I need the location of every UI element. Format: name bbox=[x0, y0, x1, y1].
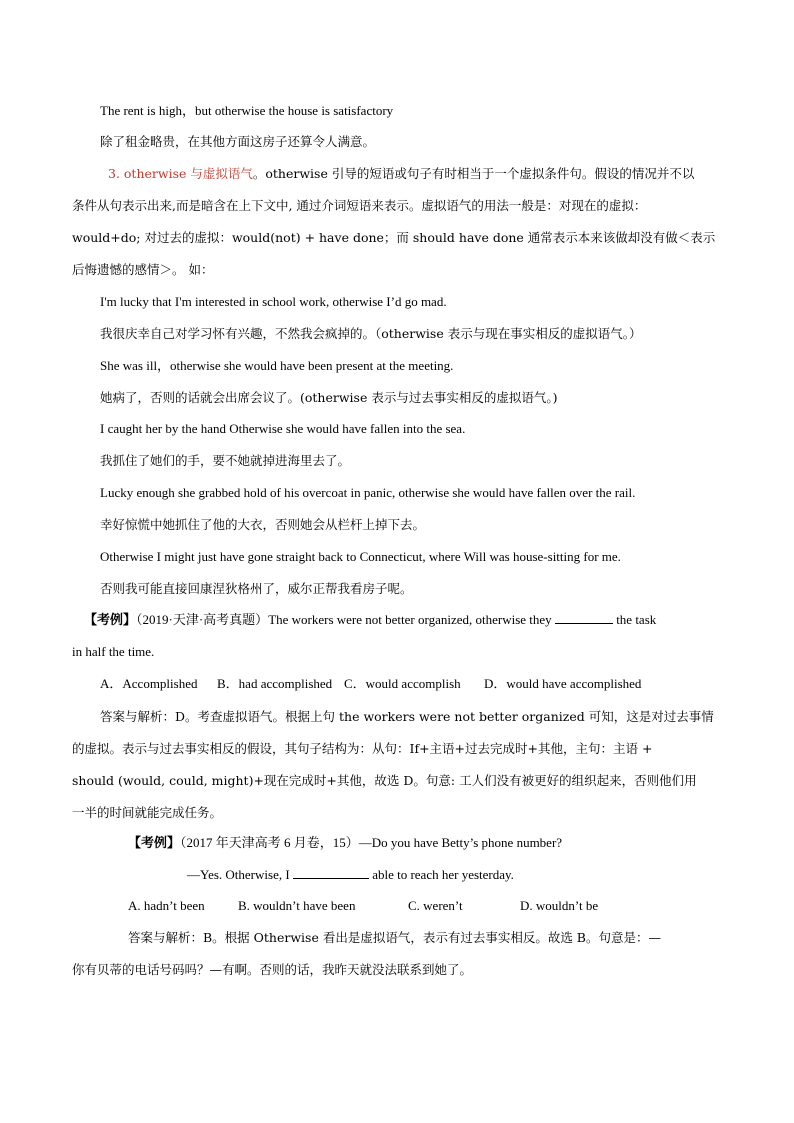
question1-option-b: B．had accomplished bbox=[217, 676, 333, 691]
question2-stem-2a: —Yes. Otherwise, I bbox=[187, 867, 290, 882]
question2-answer-line2: 你有贝蒂的电话号码吗？—有啊。否则的话，我昨天就没法联系到她了。 bbox=[72, 962, 473, 977]
question2-option-c: C. weren’t bbox=[408, 898, 463, 913]
question2-option-a: A. hadn’t been bbox=[128, 898, 205, 913]
question1-answer-line3: should (would, could, might)+现在完成时+其他，故选 D。句意: 工人们没有被更好的组织起来，否则他们用 bbox=[72, 773, 697, 788]
question1-blank bbox=[555, 611, 613, 624]
example-4-zh: 幸好惊慌中她抓住了他的大衣，否则她会从栏杆上掉下去。 bbox=[100, 517, 426, 532]
question2-stem-2b: able to reach her yesterday. bbox=[372, 867, 514, 882]
example-rent-zh: 除了租金略贵，在其他方面这房子还算令人满意。 bbox=[100, 134, 376, 149]
question2-option-b: B. wouldn’t have been bbox=[238, 898, 356, 913]
question2-stem-1: —Do you have Betty’s phone number? bbox=[358, 835, 563, 850]
section3-line2: 条件从句表示出来,而是暗含在上下文中, 通过介词短语来表示。虚拟语气的用法一般是：对现在的虚拟： bbox=[72, 198, 647, 213]
section3-line4: 后悔遗憾的感情＞。 如： bbox=[72, 262, 214, 277]
question2-stem bbox=[128, 834, 562, 852]
question1-option-c: C．would accomplish bbox=[344, 676, 461, 691]
section3-line1 bbox=[108, 165, 694, 183]
question1-source: （2019·天津·高考真题） bbox=[136, 612, 269, 627]
example-3-zh: 我抓住了她们的手，要不她就掉进海里去了。 bbox=[100, 453, 351, 468]
section3-line3: would+do; 对过去的虚拟：would(not) + have done；而 should have done 通常表示本来该做却没有做＜表示 bbox=[72, 230, 716, 245]
question1-answer-line4: 一半的时间就能完成任务。 bbox=[72, 805, 223, 820]
question2-option-d: D. wouldn’t be bbox=[520, 898, 599, 913]
question1-answer-line2: 的虚拟。表示与过去事实相反的假设，其句子结构为：从句：If+主语+过去完成时+其他，主句：主语 + bbox=[72, 741, 653, 756]
question1-answer-line1: 答案与解析：D。考查虚拟语气。根据上句 the workers were not better organized 可知，这是对过去事情 bbox=[100, 709, 714, 724]
question1-option-d: D．would have accomplished bbox=[484, 676, 642, 691]
question1-options bbox=[100, 675, 641, 693]
example-2-en: She was ill，otherwise she would have been present at the meeting. bbox=[100, 358, 454, 373]
question1-stem-end: in half the time. bbox=[72, 644, 155, 659]
example-5-en: Otherwise I might just have gone straight back to Connecticut, where Will was house-sitting for me. bbox=[100, 549, 621, 564]
question1-stem bbox=[84, 611, 656, 629]
question2-tag: 【考例】 bbox=[128, 835, 181, 850]
question1-tag: 【考例】 bbox=[84, 612, 137, 627]
section3-line1-text: 。otherwise 引导的短语或句子有时相当于一个虚拟条件句。假设的情况并不以 bbox=[252, 166, 695, 181]
question2-answer-line1: 答案与解析：B。根据 Otherwise 看出是虚拟语气，表示有过去事实相反。故选 B。句意是：— bbox=[128, 930, 661, 945]
example-2-zh: 她病了，否则的话就会出席会议了。(otherwise 表示与过去事实相反的虚拟语气。) bbox=[100, 390, 558, 405]
example-3-en: I caught her by the hand Otherwise she would have fallen into the sea. bbox=[100, 421, 466, 436]
example-5-zh: 否则我可能直接回康涅狄格州了，威尔正帮我看房子呢。 bbox=[100, 581, 413, 596]
question1-stem-b: the task bbox=[616, 612, 657, 627]
question2-stem-line2 bbox=[187, 866, 514, 884]
example-rent-en: The rent is high，but otherwise the house is satisfactory bbox=[100, 103, 394, 118]
question2-options bbox=[128, 897, 598, 915]
question2-blank bbox=[293, 866, 369, 879]
question1-option-a: A．Accomplished bbox=[100, 676, 198, 691]
example-1-zh: 我很庆幸自己对学习怀有兴趣，不然我会疯掉的。（otherwise 表示与现在事实相反的虚拟语气。） bbox=[100, 326, 642, 341]
section3-heading: 3. otherwise 与虚拟语气 bbox=[108, 166, 253, 181]
example-4-en: Lucky enough she grabbed hold of his overcoat in panic, otherwise she would have fallen over the rail. bbox=[100, 485, 636, 500]
example-1-en: I'm lucky that I'm interested in school work, otherwise I’d go mad. bbox=[100, 294, 447, 309]
question2-source: （2017 年天津高考 6 月卷，15） bbox=[180, 835, 359, 850]
question1-stem-a: The workers were not better organized, otherwise they bbox=[268, 612, 552, 627]
